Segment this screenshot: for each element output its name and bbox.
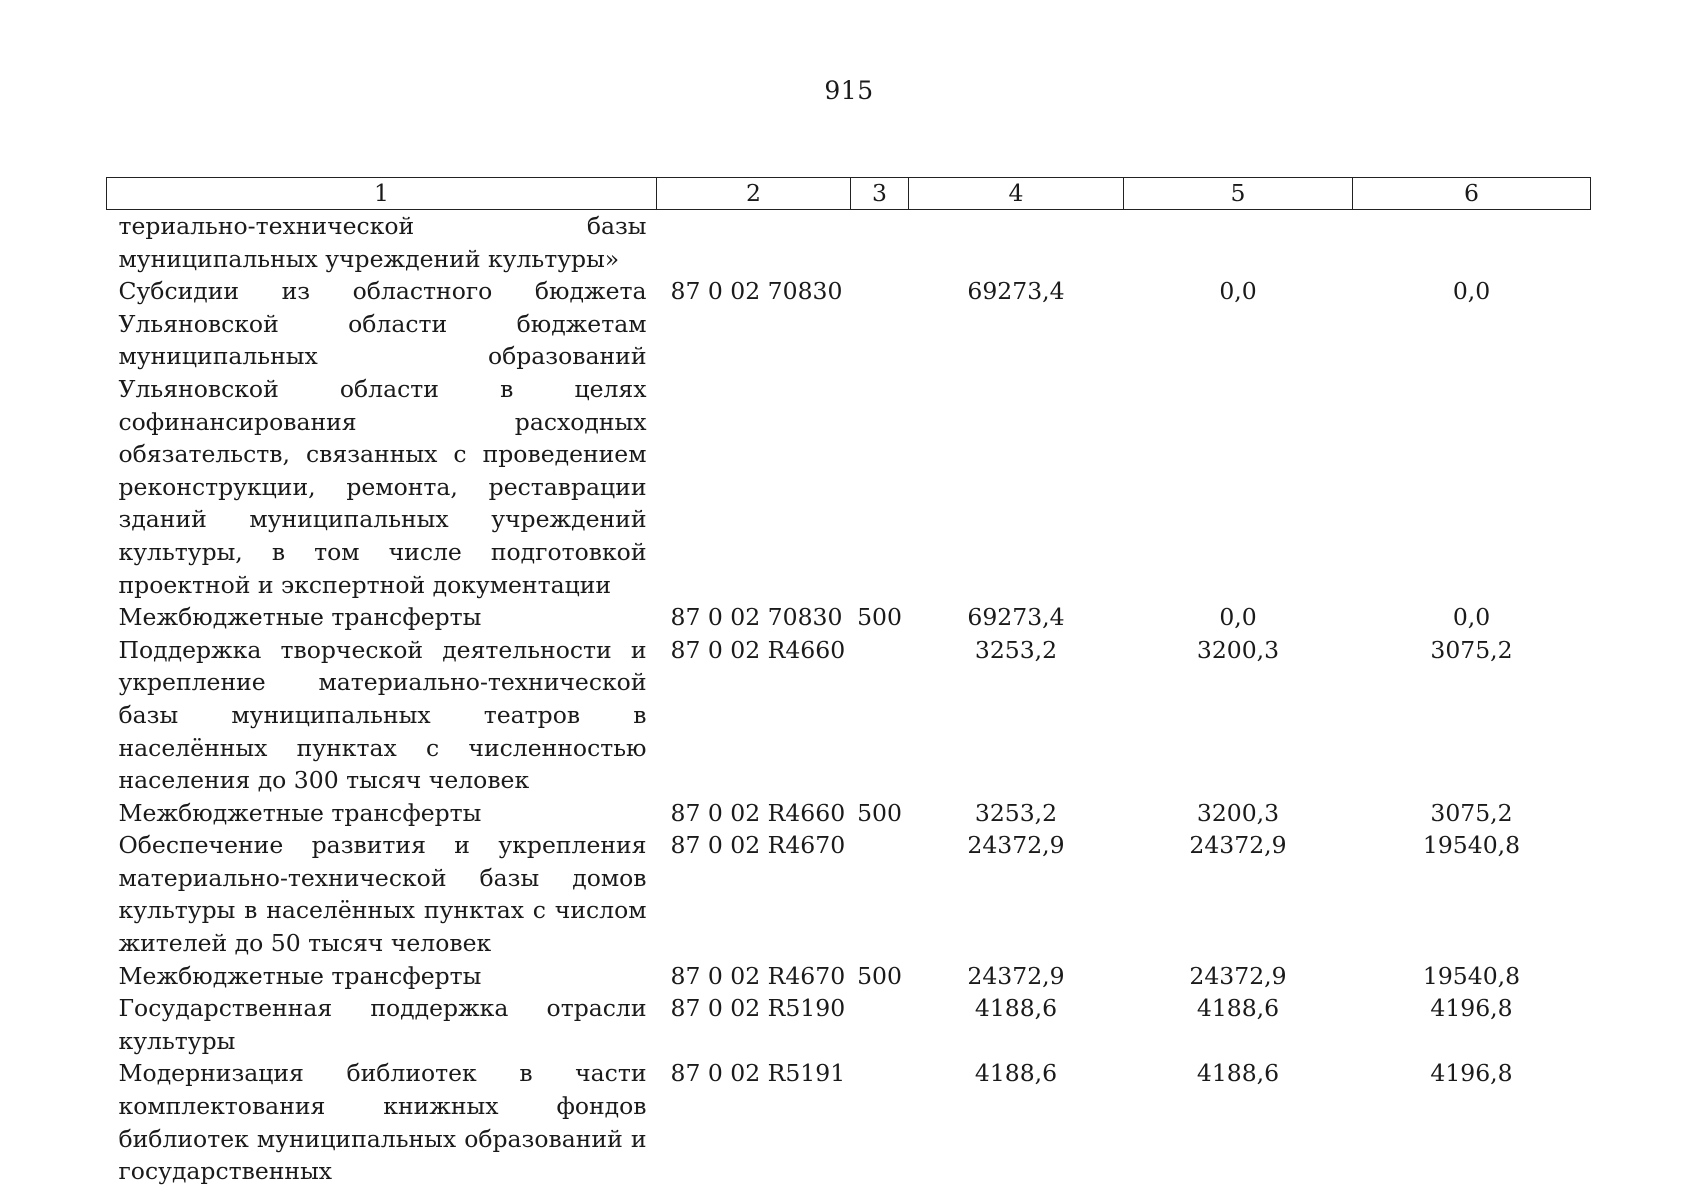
row-value-5 [1124, 210, 1353, 276]
row-value-5: 4188,6 [1196, 1059, 1280, 1088]
row-value-6: 4196,8 [1430, 1059, 1513, 1088]
row-value-6: 0,0 [1452, 277, 1491, 306]
row-name: Субсидии из областного бюджета Ульяновской области бюджетам муниципальных образований Ульяновской области в целях софинансирования расходных обязательств, связанных с проведением реконструкции, ремонта, реставрации зданий муниципальных учреждений культуры, в том числе подготовкой проектной и экспертной документации [118, 277, 647, 599]
row-value-4: 69273,4 [967, 603, 1065, 632]
row-value-5: 0,0 [1219, 277, 1257, 306]
row-type [851, 992, 909, 1057]
table-row [107, 992, 1591, 1057]
row-name: Поддержка творческой деятельности и укрепление материально-технической базы муниципальных театров в населённых пунктах с численностью населения до 300 тысяч человек [118, 635, 647, 795]
row-value-5: 3200,3 [1196, 635, 1280, 664]
table-row [107, 210, 1591, 276]
column-header-6: 6 [1353, 178, 1591, 210]
row-type [851, 1057, 909, 1187]
row-value-6: 4196,8 [1430, 994, 1513, 1023]
row-name: Межбюджетные трансферты [118, 603, 482, 632]
row-name: Межбюджетные трансферты [118, 961, 482, 990]
table-row [107, 634, 1591, 797]
row-value-4: 4188,6 [974, 994, 1058, 1023]
row-name: Государственная поддержка отрасли культуры [118, 994, 647, 1055]
table-row [107, 1057, 1591, 1187]
row-type [851, 634, 909, 797]
column-header-5: 5 [1124, 178, 1353, 210]
row-code: 87 0 02 R5191 [670, 1059, 846, 1088]
row-value-6: 3075,2 [1430, 798, 1513, 827]
row-value-6: 3075,2 [1430, 635, 1513, 664]
table-row [107, 601, 1591, 634]
row-value-4: 24372,9 [967, 961, 1065, 990]
row-value-4: 4188,6 [974, 1059, 1058, 1088]
row-value-6: 0,0 [1452, 603, 1491, 632]
row-value-5: 24372,9 [1189, 831, 1287, 860]
row-value-6 [1353, 210, 1591, 276]
row-type [851, 275, 909, 601]
row-value-5: 3200,3 [1196, 798, 1280, 827]
row-code [657, 210, 851, 276]
row-value-4: 3253,2 [974, 798, 1058, 827]
row-name: Модернизация библиотек в части комплектования книжных фондов библиотек муниципальных образований и государственных [118, 1059, 647, 1186]
row-code: 87 0 02 R4660 [670, 635, 846, 664]
row-code: 87 0 02 R4670 [670, 961, 846, 990]
row-value-6: 19540,8 [1422, 831, 1521, 860]
table-row [107, 829, 1591, 959]
row-name: Обеспечение развития и укрепления материально-технической базы домов культуры в населённых пунктах с числом жителей до 50 тысяч человек [118, 831, 647, 958]
table-row [107, 275, 1591, 601]
row-code: 87 0 02 70830 [670, 277, 843, 306]
row-code: 87 0 02 R5190 [670, 994, 846, 1023]
row-value-4 [909, 210, 1124, 276]
column-header-4: 4 [909, 178, 1124, 210]
budget-table [106, 177, 1591, 1188]
table-row [107, 797, 1591, 830]
row-value-4: 24372,9 [967, 831, 1065, 860]
row-type: 500 [857, 798, 902, 827]
table-header-row [107, 178, 1591, 210]
row-value-4: 69273,4 [967, 277, 1065, 306]
row-value-6: 19540,8 [1422, 961, 1521, 990]
row-name: Межбюджетные трансферты [118, 798, 482, 827]
row-type: 500 [857, 961, 902, 990]
row-code: 87 0 02 70830 [670, 603, 843, 632]
row-value-5: 0,0 [1219, 603, 1257, 632]
row-value-5: 4188,6 [1196, 994, 1280, 1023]
row-value-4: 3253,2 [974, 635, 1058, 664]
row-code: 87 0 02 R4660 [670, 798, 846, 827]
table-row [107, 960, 1591, 993]
row-type: 500 [857, 603, 902, 632]
row-type [851, 210, 909, 276]
column-header-2: 2 [657, 178, 851, 210]
column-header-3: 3 [851, 178, 909, 210]
row-value-5: 24372,9 [1189, 961, 1287, 990]
row-name: териально-технической базы муниципальных учреждений культуры» [118, 212, 647, 273]
row-code: 87 0 02 R4670 [670, 831, 846, 860]
row-type [851, 829, 909, 959]
page-number: 915 [824, 76, 874, 105]
column-header-1: 1 [107, 178, 657, 210]
